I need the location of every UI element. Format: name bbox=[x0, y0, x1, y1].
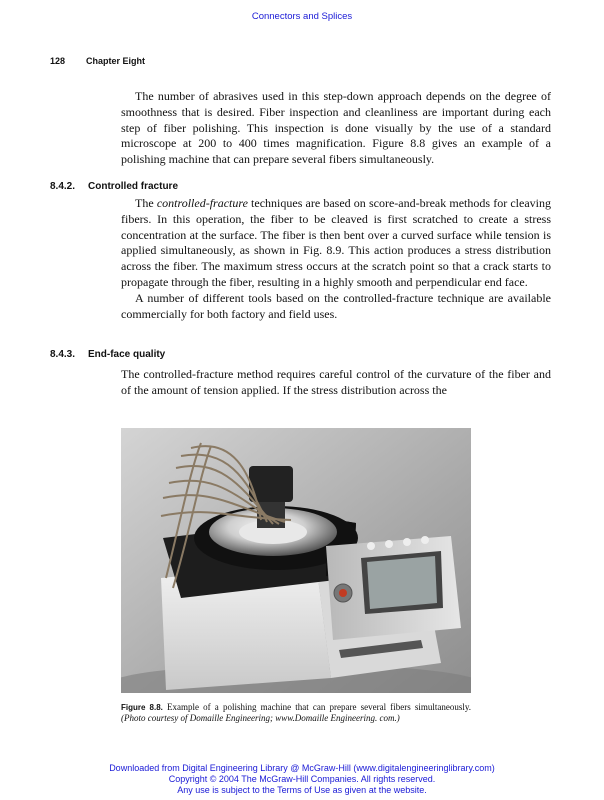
chapter-label: Chapter Eight bbox=[86, 56, 146, 66]
section-8-4-2-text bbox=[121, 196, 551, 322]
footer-copyright: Copyright © 2004 The McGraw-Hill Companies. All rights reserved. bbox=[168, 774, 436, 784]
caption-text: Example of a polishing machine that can prepare several fibers simultaneously. bbox=[167, 702, 471, 712]
figure-label: Figure 8.8. bbox=[121, 703, 163, 712]
page-footer bbox=[0, 763, 604, 796]
intro-paragraph: The number of abrasives used in this step-down approach depends on the degree of smoothness that is desired. Fiber inspection and cleanliness are important during each step of fiber polishing. This inspection is done visually by the use of a standard microscope at 200 to 400 times magnification. Figure 8.8 gives an example of a polishing machine that can prepare several fibers simultaneously. bbox=[121, 89, 551, 167]
intro-text bbox=[121, 89, 551, 168]
paragraph-start: The bbox=[135, 196, 157, 210]
section-heading-8-4-3 bbox=[50, 349, 165, 360]
page-header-title: Connectors and Splices bbox=[251, 11, 353, 22]
section-number: 8.4.3. bbox=[50, 349, 76, 360]
section-heading-8-4-2 bbox=[50, 181, 178, 192]
section-number: 8.4.2. bbox=[50, 181, 76, 192]
controlled-fracture-paragraph bbox=[121, 196, 551, 291]
section-title: End-face quality bbox=[88, 349, 166, 360]
tools-paragraph: A number of different tools based on the controlled-fracture technique are available commercially for both factory and field uses. bbox=[121, 290, 551, 321]
italic-term: controlled-fracture bbox=[156, 196, 248, 210]
page-number: 128 bbox=[50, 56, 66, 66]
footer-terms: Any use is subject to the Terms of Use as given at the website. bbox=[177, 785, 427, 795]
running-head bbox=[50, 56, 145, 66]
figure-caption bbox=[121, 702, 471, 724]
polishing-machine-photo bbox=[121, 428, 471, 693]
section-title: Controlled fracture bbox=[88, 181, 179, 192]
paragraph-rest: techniques are based on score-and-break methods for cleaving fibers. In this operation, the fiber to be cleaved is first scratched to create a stress concentration at the surface. The fiber is then bent over a curved surface while tension is applied simultaneously, as shown in Fig. 8.9. This action produces a stress distribution across the fiber. The maximum stress occurs at the scratch point so that a crack starts to propagate through the fiber, resulting in a highly smooth and perpendicular end face. bbox=[121, 196, 552, 289]
caption-credit: (Photo courtesy of Domaille Engineering; www.Domaille Engineering. com.) bbox=[121, 713, 400, 723]
end-face-paragraph: The controlled-fracture method requires careful control of the curvature of the fiber and of the amount of tension applied. If the stress distribution across the bbox=[121, 367, 551, 397]
section-8-4-3-text bbox=[121, 367, 551, 399]
footer-download-link[interactable]: Downloaded from Digital Engineering Library @ McGraw-Hill (www.digitalengineeringlibrary.com) bbox=[109, 763, 495, 773]
